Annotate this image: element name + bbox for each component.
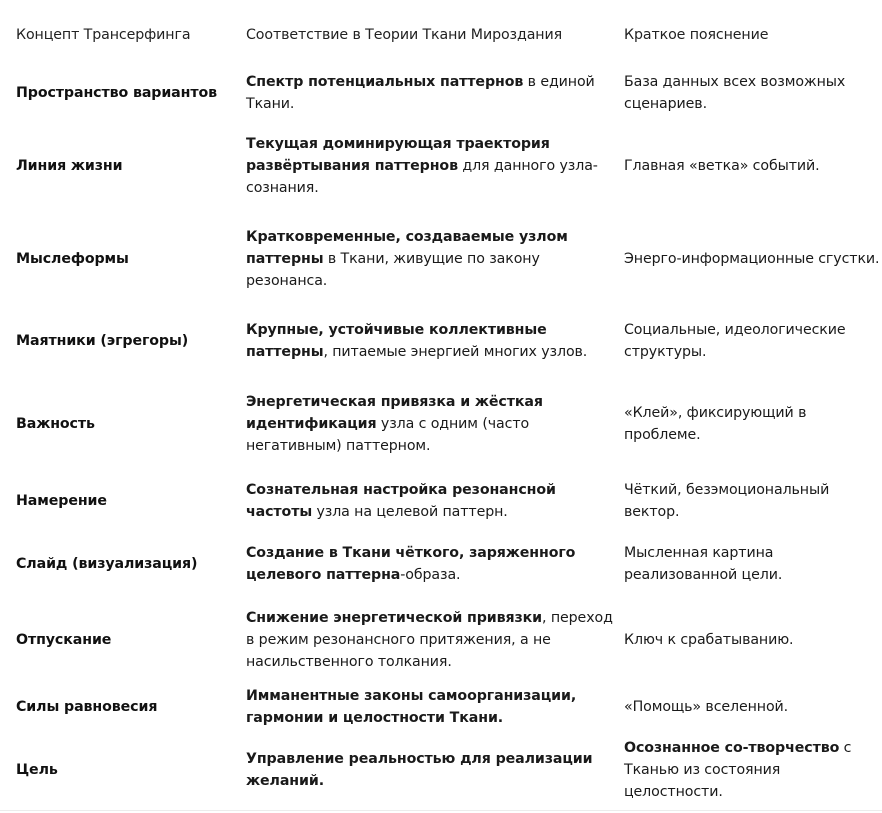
- row-match: Энергетическая привязка и жёсткая идентификация узла с одним (часто негативным) паттерном.: [246, 394, 543, 454]
- row-note: Энерго-информационные сгустки.: [624, 251, 880, 267]
- row-note: «Помощь» вселенной.: [624, 699, 789, 715]
- row-match: Спектр потенциальных паттернов в единой Ткани.: [246, 74, 595, 112]
- row-note: Социальные, идеологические структуры.: [624, 322, 846, 360]
- row-concept: Силы равновесия: [16, 699, 158, 715]
- table-header: [0, 18, 882, 52]
- row-concept: Пространство вариантов: [16, 85, 218, 101]
- row-note: Ключ к срабатыванию.: [624, 632, 794, 648]
- table-row: [0, 478, 882, 524]
- row-concept: Намерение: [16, 493, 107, 509]
- row-concept: Цель: [16, 762, 58, 778]
- table-row: [0, 541, 882, 587]
- row-match: Текущая доминирующая траектория развёртывания паттернов для данного узла-сознания.: [246, 136, 598, 196]
- row-match: Сознательная настройка резонансной частоты узла на целевой паттерн.: [246, 482, 556, 520]
- row-match: Создание в Ткани чёткого, заряженного целевого паттерна-образа.: [246, 545, 576, 583]
- row-concept: Маятники (эгрегоры): [16, 333, 189, 349]
- row-concept: Мыслеформы: [16, 251, 129, 267]
- bottom-divider: [0, 810, 882, 811]
- table-row: [0, 132, 882, 200]
- table-row: [0, 229, 882, 289]
- table-row: [0, 606, 882, 674]
- row-note: База данных всех возможных сценариев.: [624, 74, 846, 112]
- row-match: Снижение энергетической привязки, переход в режим резонансного притяжения, а не насильственного толкания.: [246, 610, 613, 670]
- row-concept: Отпускание: [16, 632, 112, 648]
- row-note: Главная «ветка» событий.: [624, 158, 820, 174]
- table-row: [0, 740, 882, 800]
- table-row: [0, 318, 882, 364]
- row-note: Мысленная картина реализованной цели.: [624, 545, 783, 583]
- row-match: Кратковременные, создаваемые узлом паттерны в Ткани, живущие по закону резонанса.: [246, 229, 568, 289]
- row-note: Чёткий, безэмоциональный вектор.: [624, 482, 830, 520]
- row-match: Имманентные законы самоорганизации, гармонии и целостности Ткани.: [246, 688, 577, 726]
- row-concept: Важность: [16, 416, 95, 432]
- row-match: Управление реальностью для реализации желаний.: [246, 751, 593, 789]
- row-note: Осознанное со-творчество с Тканью из состояния целостности.: [624, 740, 852, 800]
- row-concept: Слайд (визуализация): [16, 556, 198, 572]
- table-row: [0, 390, 882, 458]
- header-note: Краткое пояснение: [624, 27, 769, 43]
- row-note: «Клей», фиксирующий в проблеме.: [624, 405, 807, 443]
- header-match: Соответствие в Теории Ткани Мироздания: [246, 27, 563, 43]
- table-row: [0, 684, 882, 730]
- row-match: Крупные, устойчивые коллективные паттерны, питаемые энергией многих узлов.: [246, 322, 588, 360]
- header-concept: Концепт Трансерфинга: [16, 27, 191, 43]
- row-concept: Линия жизни: [16, 158, 123, 174]
- table-row: [0, 70, 882, 116]
